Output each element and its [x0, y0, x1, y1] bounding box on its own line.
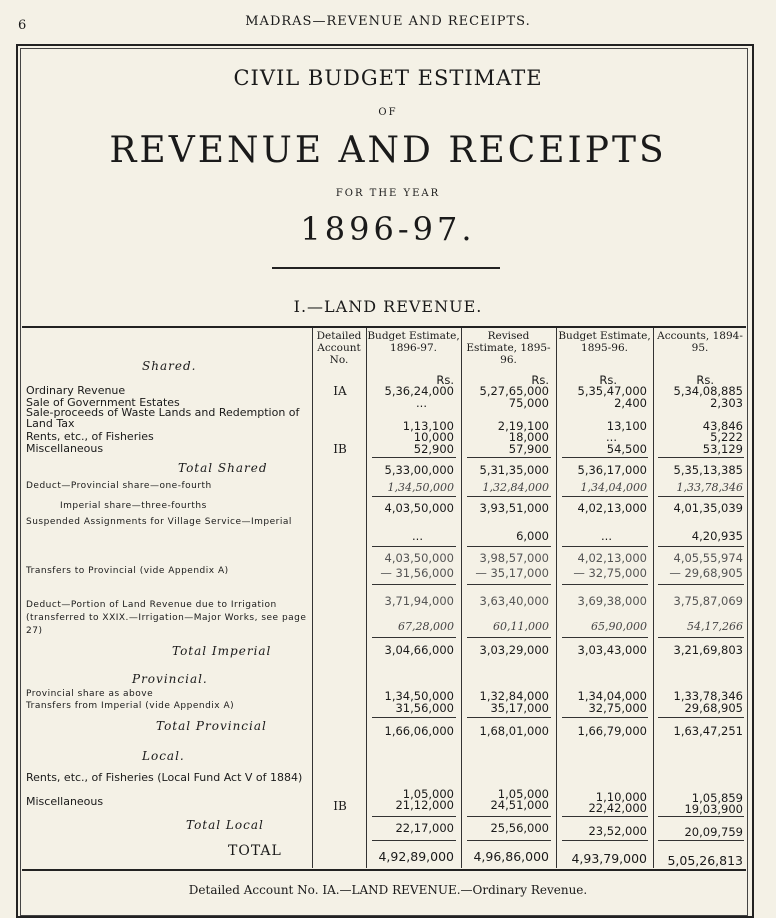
row-label: Sale-proceeds of Waste Lands and Redemption of Land Tax: [26, 406, 300, 430]
cell-value: 4,96,86,000: [473, 849, 549, 864]
title-year: 1896-97.: [300, 210, 476, 248]
cell-value: 4,01,35,039: [673, 501, 743, 515]
deduct-irrigation-label: Deduct—Portion of Land Revenue due to Irrigation (transferred to XXIX.—Irrigation—Major Works, see page 27): [26, 600, 307, 636]
cell-value: 1,05,859: [691, 791, 743, 805]
cell-value: 3,93,51,000: [479, 501, 549, 515]
cell-value: 4,03,50,000: [384, 501, 454, 515]
cell-value: 31,56,000: [395, 701, 454, 715]
grand-total-label: TOTAL: [228, 843, 282, 859]
row-label: Miscellaneous: [26, 442, 104, 455]
imperial-share-label: Imperial share—three-fourths: [60, 501, 207, 511]
cell-value: 54,17,266: [687, 620, 743, 633]
col-head-revised-1895: Revised Estimate, 1895-96.: [466, 330, 551, 366]
cell-value: 4,92,89,000: [378, 849, 454, 864]
row-label: Ordinary Revenue: [26, 384, 126, 397]
row-label: Transfers from Imperial (vide Appendix A): [26, 701, 235, 711]
cell-value: 4,20,935: [691, 529, 743, 543]
cell-value: 3,03,43,000: [577, 643, 647, 657]
cell-value: — 35,17,000: [475, 566, 549, 580]
currency-label: Rs.: [599, 373, 617, 387]
col-divider: [312, 328, 313, 868]
cell-value: 52,900: [413, 442, 454, 456]
cell-value: 10,000: [413, 430, 454, 444]
cell-value: 3,98,57,000: [479, 551, 549, 565]
title-line-2: OF: [378, 107, 398, 118]
section-title: I.—LAND REVENUE.: [293, 297, 483, 316]
cell-value: 1,34,50,000: [384, 689, 454, 703]
row-label: Sale of Government Estates: [26, 396, 180, 409]
cell-value: 3,75,87,069: [673, 594, 743, 608]
cell-value: ...: [606, 430, 617, 444]
cell-value: 6,000: [516, 529, 549, 543]
local-heading: Local.: [142, 749, 185, 763]
currency-label: Rs.: [531, 373, 549, 387]
footer-caption: Detailed Account No. IA.—LAND REVENUE.—Ordinary Revenue.: [188, 883, 588, 897]
cell-value: 3,21,69,803: [673, 643, 743, 657]
currency-label: Rs.: [696, 373, 714, 387]
cell-value: 4,93,79,000: [571, 851, 647, 866]
cell-value: 54,500: [606, 442, 647, 456]
cell-value: 1,66,79,000: [577, 724, 647, 738]
total-imperial-label: Total Imperial: [172, 644, 272, 658]
cell-value: 5,33,00,000: [384, 463, 454, 477]
cell-value: 1,05,000: [497, 787, 549, 801]
cell-value: 5,35,13,385: [673, 463, 743, 477]
cell-value: ...: [601, 529, 612, 543]
table-bottom-rule: [22, 869, 746, 871]
cell-value: 1,33,78,346: [673, 689, 743, 703]
running-head: MADRAS—REVENUE AND RECEIPTS.: [245, 14, 531, 29]
cell-value: — 31,56,000: [380, 566, 454, 580]
cell-value: 22,17,000: [395, 821, 454, 835]
cell-value: 3,03,29,000: [479, 643, 549, 657]
cell-value: 20,09,759: [684, 825, 743, 839]
cell-value: 60,11,000: [493, 620, 549, 633]
title-line-3: REVENUE AND RECEIPTS: [109, 130, 667, 171]
row-label: Rents, etc., of Fisheries (Local Fund Act V of 1884): [26, 771, 303, 784]
cell-value: 1,66,06,000: [384, 724, 454, 738]
page-number: 6: [18, 18, 27, 33]
cell-value: 35,17,000: [490, 701, 549, 715]
deduct-provincial-label: Deduct—Provincial share—one-fourth: [26, 481, 212, 491]
cell-value: 3,69,38,000: [577, 594, 647, 608]
table-top-rule: [22, 326, 746, 328]
cell-value: 1,34,04,000: [580, 481, 647, 494]
cell-value: 3,63,40,000: [479, 594, 549, 608]
title-line-1: CIVIL BUDGET ESTIMATE: [233, 66, 543, 90]
cell-value: 4,02,13,000: [577, 551, 647, 565]
cell-value: 29,68,905: [684, 701, 743, 715]
cell-value: 18,000: [508, 430, 549, 444]
cell-value: — 29,68,905: [669, 566, 743, 580]
transfers-to-provincial-label: Transfers to Provincial (vide Appendix A): [26, 566, 229, 576]
row-label: Provincial share as above: [26, 689, 154, 699]
cell-value: 1,32,84,000: [479, 689, 549, 703]
cell-value: 1,63,47,251: [673, 724, 743, 738]
cell-value: 5,31,35,000: [479, 463, 549, 477]
account-no: IA: [333, 384, 347, 398]
cell-value: 4,05,55,974: [673, 551, 743, 565]
cell-value: 1,05,000: [402, 787, 454, 801]
col-head-budget-1895: Budget Estimate, 1895-96.: [558, 330, 651, 354]
title-rule: [272, 267, 500, 269]
cell-value: 43,846: [702, 419, 743, 433]
account-no: IB: [333, 442, 347, 456]
cell-value: 1,33,78,346: [676, 481, 743, 494]
cell-value: 5,05,26,813: [667, 853, 743, 868]
title-line-4: FOR THE YEAR: [335, 188, 441, 199]
cell-value: 3,71,94,000: [384, 594, 454, 608]
cell-value: 5,34,08,885: [673, 384, 743, 398]
cell-value: 5,36,17,000: [577, 463, 647, 477]
total-provincial-label: Total Provincial: [156, 719, 267, 733]
cell-value: 1,13,100: [402, 419, 454, 433]
cell-value: 2,303: [710, 396, 743, 410]
cell-value: 57,900: [508, 442, 549, 456]
row-label: Rents, etc., of Fisheries: [26, 430, 154, 443]
cell-value: 21,12,000: [395, 798, 454, 812]
cell-value: 1,34,50,000: [387, 481, 454, 494]
cell-value: ...: [416, 396, 427, 410]
row-label: Miscellaneous: [26, 795, 104, 808]
cell-value: 53,129: [702, 442, 743, 456]
cell-value: 13,100: [606, 419, 647, 433]
cell-value: 2,19,100: [497, 419, 549, 433]
col-head-account: Detailed Account No.: [316, 330, 362, 366]
cell-value: 1,32,84,000: [482, 481, 549, 494]
cell-value: 22,42,000: [588, 801, 647, 815]
cell-value: 5,35,47,000: [577, 384, 647, 398]
cell-value: 75,000: [508, 396, 549, 410]
cell-value: 1,10,000: [595, 790, 647, 804]
provincial-heading: Provincial.: [132, 672, 208, 686]
cell-value: 24,51,000: [490, 798, 549, 812]
cell-value: 5,27,65,000: [479, 384, 549, 398]
cell-value: ...: [412, 529, 423, 543]
currency-label: Rs.: [436, 373, 454, 387]
cell-value: 3,04,66,000: [384, 643, 454, 657]
cell-value: 19,03,900: [684, 802, 743, 816]
cell-value: 5,222: [710, 430, 743, 444]
cell-value: 1,68,01,000: [479, 724, 549, 738]
suspended-assignments-label: Suspended Assignments for Village Service—Imperial: [26, 517, 292, 527]
cell-value: 67,28,000: [398, 620, 454, 633]
cell-value: 25,56,000: [490, 821, 549, 835]
account-no: IB: [333, 799, 347, 813]
shared-heading: Shared.: [142, 359, 197, 373]
total-local-label: Total Local: [186, 818, 264, 832]
cell-value: 65,90,000: [591, 620, 647, 633]
col-head-budget-1896: Budget Estimate, 1896-97.: [367, 330, 460, 354]
cell-value: 23,52,000: [588, 824, 647, 838]
cell-value: 1,34,04,000: [577, 689, 647, 703]
col-head-accounts-1894: Accounts, 1894-95.: [657, 330, 743, 354]
cell-value: 5,36,24,000: [384, 384, 454, 398]
cell-value: — 32,75,000: [573, 566, 647, 580]
cell-value: 4,03,50,000: [384, 551, 454, 565]
cell-value: 32,75,000: [588, 701, 647, 715]
total-shared-label: Total Shared: [178, 461, 268, 475]
cell-value: 4,02,13,000: [577, 501, 647, 515]
cell-value: 2,400: [614, 396, 647, 410]
